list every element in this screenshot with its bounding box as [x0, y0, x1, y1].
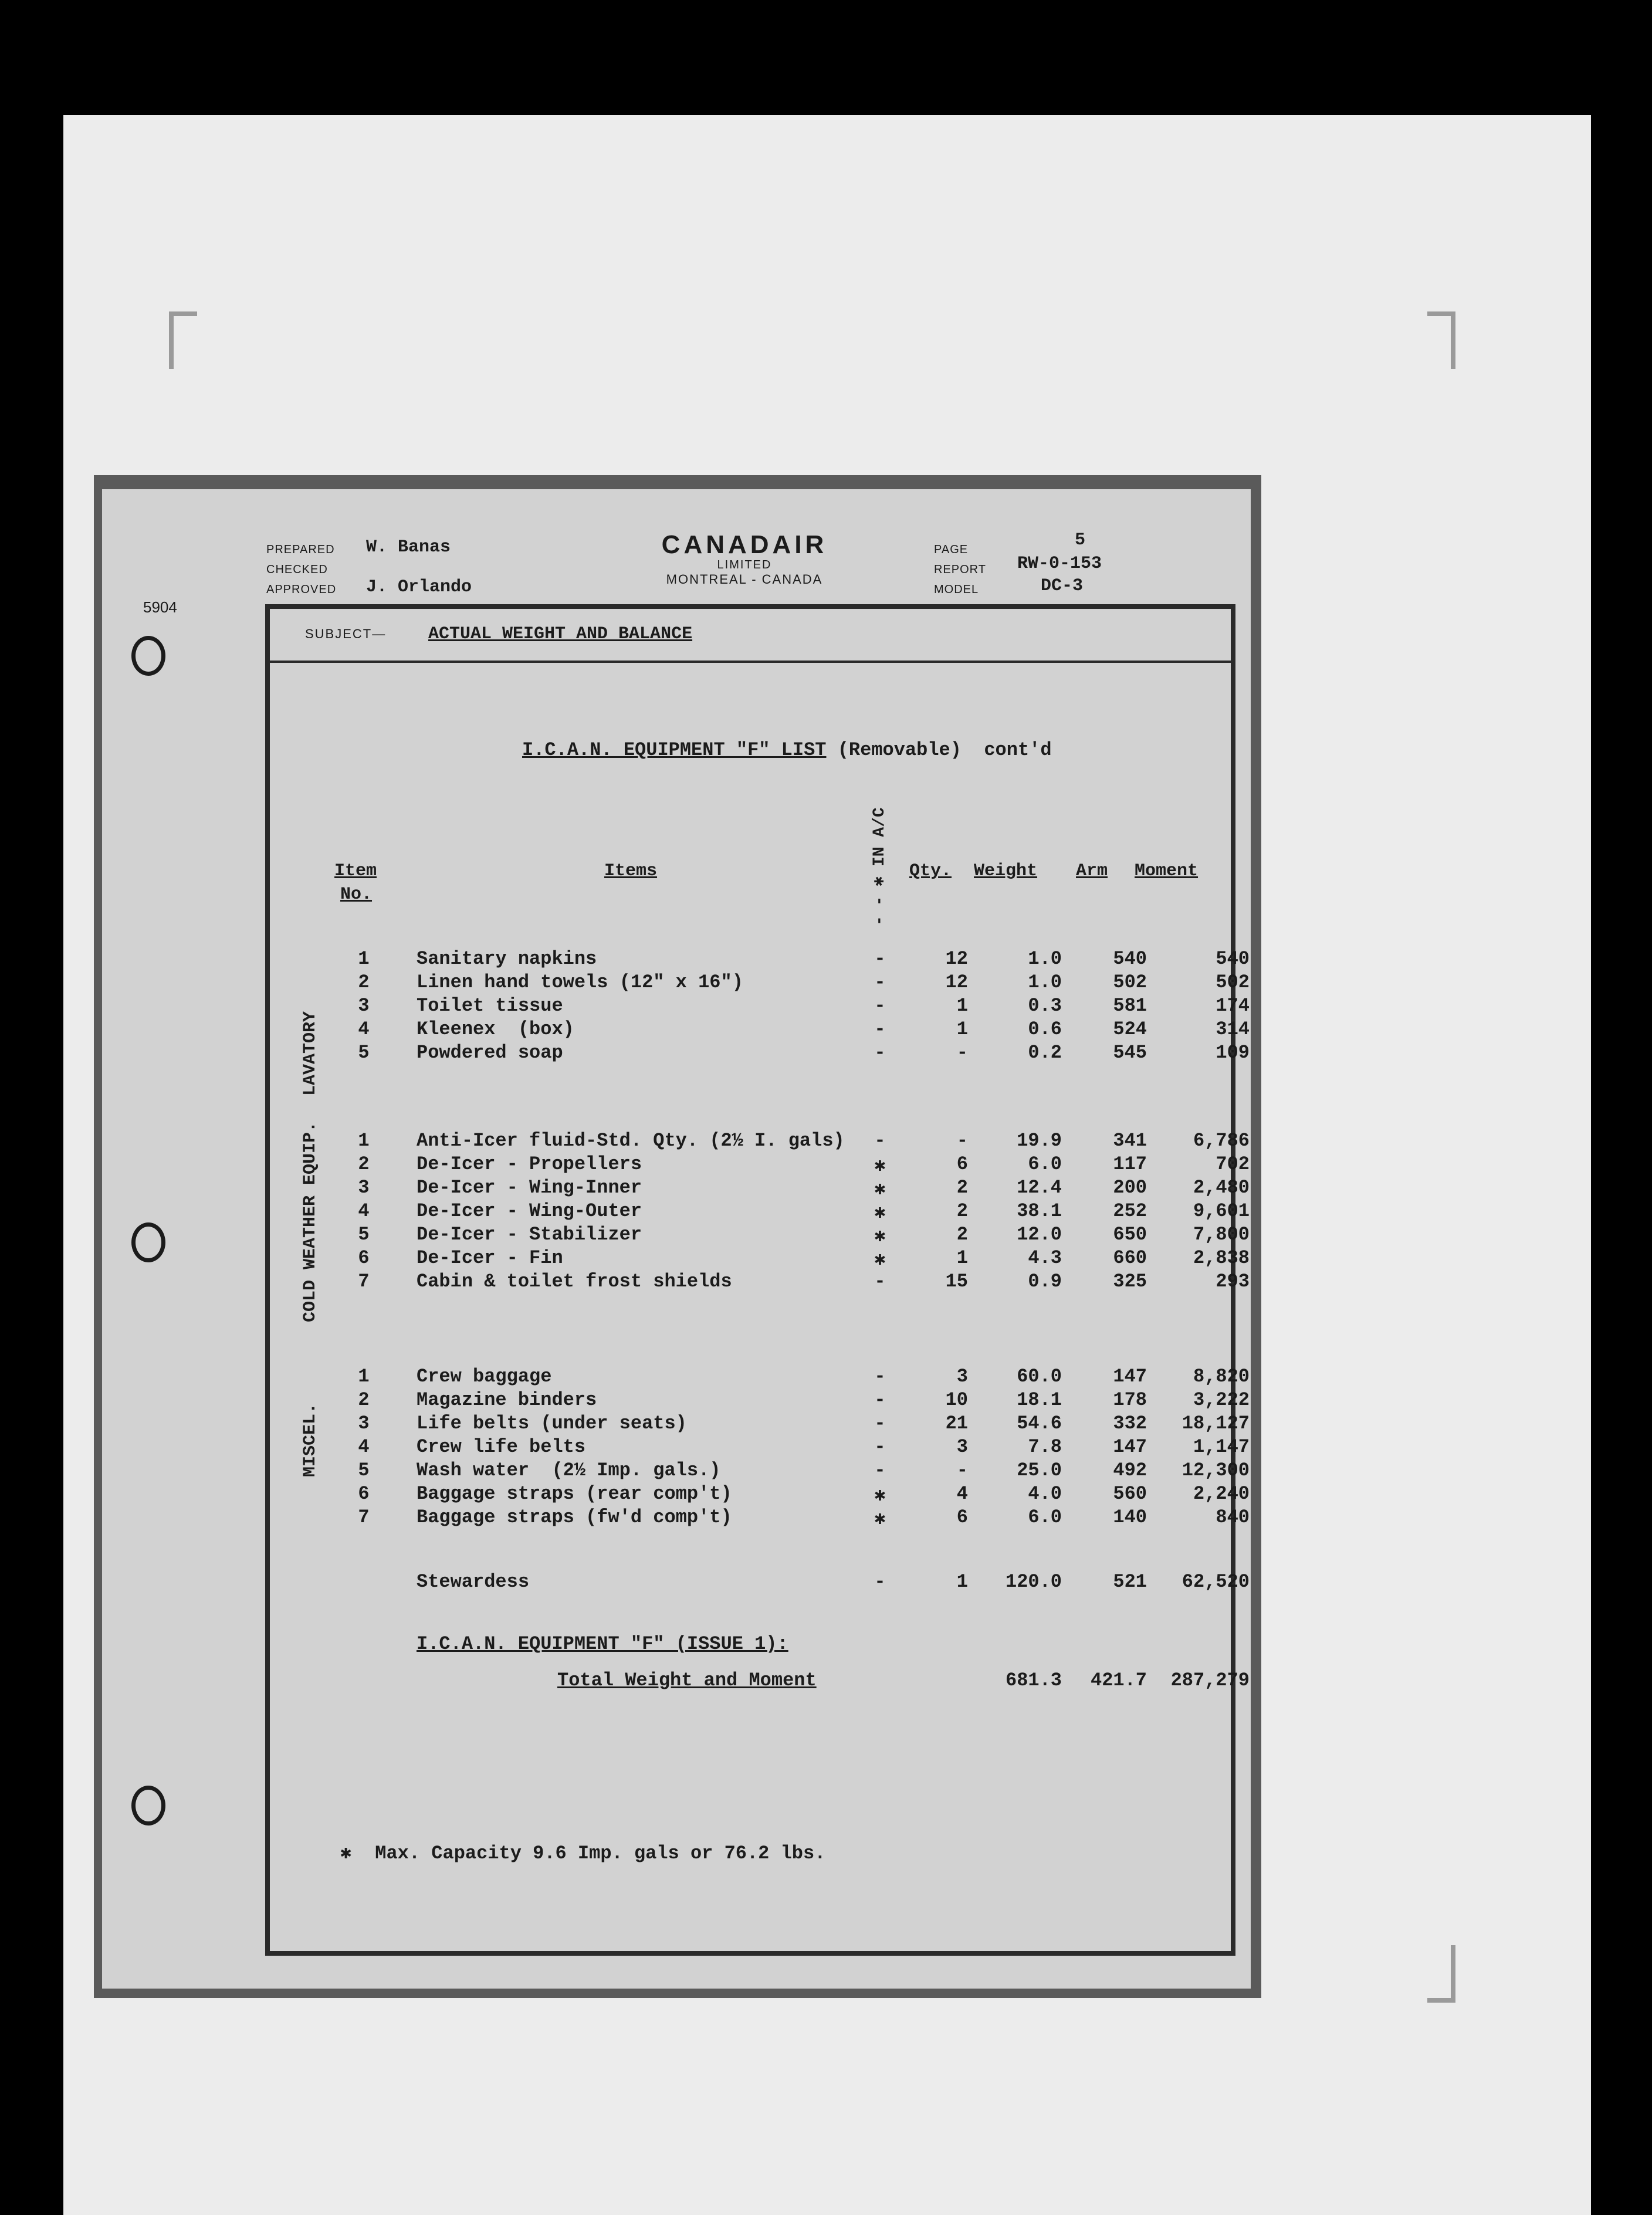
- arm: 502: [1113, 971, 1147, 993]
- in-ac-mark: -: [874, 1130, 886, 1151]
- item-name: Baggage straps (rear comp't): [417, 1483, 732, 1505]
- arm: 545: [1113, 1042, 1147, 1064]
- item-name: Life belts (under seats): [417, 1413, 687, 1434]
- arm: 178: [1113, 1389, 1147, 1411]
- item-name: Linen hand towels (12" x 16"): [417, 971, 743, 993]
- in-ac-mark: ✱: [874, 1202, 886, 1224]
- in-ac-mark: ✱: [874, 1508, 886, 1530]
- report-label: REPORT: [934, 563, 986, 576]
- item-name: De-Icer - Fin: [417, 1247, 563, 1269]
- arm: 341: [1113, 1130, 1147, 1151]
- totals-label: Total Weight and Moment: [557, 1669, 817, 1691]
- model-value: DC-3: [1041, 576, 1084, 596]
- weight: 19.9: [1017, 1130, 1062, 1151]
- moment: 502: [1216, 971, 1250, 993]
- col-in-ac: - - ✱ IN A/C: [871, 807, 889, 926]
- moment: 540: [1216, 948, 1250, 970]
- table-row-stewardess: [270, 1571, 1250, 1594]
- qty: 21: [945, 1413, 968, 1434]
- col-qty: Qty.: [909, 861, 952, 881]
- item-no: 5: [358, 1224, 370, 1245]
- item-no: 7: [358, 1506, 370, 1528]
- prepared-label: PREPARED: [266, 543, 335, 556]
- footnote-text: Max. Capacity 9.6 Imp. gals or 76.2 lbs.: [375, 1843, 826, 1864]
- moment: 293: [1216, 1271, 1250, 1292]
- in-ac-mark: -: [874, 995, 886, 1017]
- item-name: Anti-Icer fluid-Std. Qty. (2½ I. gals): [417, 1130, 845, 1151]
- crop-mark-top-left: [169, 311, 197, 369]
- arm: 117: [1113, 1153, 1147, 1175]
- binder-hole-bottom: [131, 1786, 165, 1825]
- weight: 0.9: [1028, 1271, 1062, 1292]
- col-item-no-line2: No.: [340, 885, 373, 905]
- arm: 252: [1113, 1200, 1147, 1222]
- item-name: Wash water (2½ Imp. gals.): [417, 1459, 721, 1481]
- qty: 3: [956, 1436, 968, 1458]
- moment: 6,786: [1193, 1130, 1250, 1151]
- item-no: 6: [358, 1247, 370, 1269]
- table-row: [270, 1153, 1250, 1177]
- form-frame: [265, 604, 1250, 1956]
- item-name: Magazine binders: [417, 1389, 597, 1411]
- moment: 1,147: [1193, 1436, 1250, 1458]
- item-name: Sanitary napkins: [417, 948, 597, 970]
- item-no: 4: [358, 1018, 370, 1040]
- in-ac-mark: -: [874, 1366, 886, 1387]
- moment: 62,520: [1182, 1571, 1250, 1593]
- arm: 147: [1113, 1366, 1147, 1387]
- in-ac-mark: ✱: [874, 1155, 886, 1177]
- item-no: 3: [358, 1177, 370, 1198]
- table-row: [270, 1042, 1250, 1065]
- weight: 6.0: [1028, 1506, 1062, 1528]
- moment: 3,222: [1193, 1389, 1250, 1411]
- qty: -: [956, 1459, 968, 1481]
- table-row: [270, 1200, 1250, 1224]
- item-no: 1: [358, 1366, 370, 1387]
- item-no: 7: [358, 1271, 370, 1292]
- in-ac-mark: -: [874, 1271, 886, 1292]
- subject-label: SUBJECT—: [305, 626, 387, 641]
- table-row: [270, 1247, 1250, 1271]
- in-ac-mark: -: [874, 948, 886, 970]
- weight: 0.3: [1028, 995, 1062, 1017]
- table-row: [270, 1224, 1250, 1247]
- approved-value: J. Orlando: [366, 577, 472, 597]
- weight: 12.4: [1017, 1177, 1062, 1198]
- table-row: [270, 1436, 1250, 1459]
- qty: 6: [956, 1506, 968, 1528]
- footnote-mark: ✱: [340, 1843, 352, 1864]
- in-ac-mark: ✱: [874, 1249, 886, 1271]
- table-row: [270, 995, 1250, 1018]
- weight: 1.0: [1028, 948, 1062, 970]
- crop-mark-top-right: [1427, 311, 1455, 369]
- weight: 1.0: [1028, 971, 1062, 993]
- table-row: [270, 1389, 1250, 1413]
- item-name: De-Icer - Propellers: [417, 1153, 642, 1175]
- qty: 1: [956, 1571, 968, 1593]
- moment: 840: [1216, 1506, 1250, 1528]
- table-row: [270, 1271, 1250, 1294]
- binder-hole-top: [131, 636, 165, 676]
- table-row: [270, 1177, 1250, 1200]
- table-row: [270, 1130, 1250, 1153]
- qty: 3: [956, 1366, 968, 1387]
- item-name: Crew baggage: [417, 1366, 552, 1387]
- item-name: Toilet tissue: [417, 995, 563, 1017]
- item-no: 1: [358, 948, 370, 970]
- item-no: 5: [358, 1459, 370, 1481]
- arm: 147: [1113, 1436, 1147, 1458]
- group-label-miscel: MISCEL.: [300, 1403, 320, 1477]
- col-moment: Moment: [1135, 861, 1199, 881]
- in-ac-mark: -: [874, 1018, 886, 1040]
- in-ac-mark: -: [874, 1389, 886, 1411]
- col-arm: Arm: [1076, 861, 1108, 881]
- document-page: [102, 489, 1251, 1989]
- checked-label: CHECKED: [266, 563, 328, 576]
- page-label: PAGE: [934, 543, 969, 556]
- col-item-no-line1: Item: [334, 861, 377, 881]
- page-value: 5: [1075, 530, 1086, 550]
- item-no: 1: [358, 1130, 370, 1151]
- arm: 325: [1113, 1271, 1147, 1292]
- arm: 521: [1113, 1571, 1147, 1593]
- arm: 140: [1113, 1506, 1147, 1528]
- moment: 2,480: [1193, 1177, 1250, 1198]
- qty: 12: [945, 948, 968, 970]
- approved-label: APPROVED: [266, 583, 337, 596]
- model-label: MODEL: [934, 583, 979, 596]
- table-row: [270, 1413, 1250, 1436]
- prepared-value: W. Banas: [366, 537, 451, 557]
- weight: 38.1: [1017, 1200, 1062, 1222]
- weight: 0.2: [1028, 1042, 1062, 1064]
- table-row: [270, 1483, 1250, 1506]
- in-ac-mark: -: [874, 1436, 886, 1458]
- crop-mark-bottom-right: [1427, 1945, 1455, 2003]
- weight: 0.6: [1028, 1018, 1062, 1040]
- binder-hole-middle: [131, 1222, 165, 1262]
- weight: 60.0: [1017, 1366, 1062, 1387]
- moment: 174: [1216, 995, 1250, 1017]
- item-no: 3: [358, 1413, 370, 1434]
- weight: 6.0: [1028, 1153, 1062, 1175]
- qty: 1: [956, 1247, 968, 1269]
- arm: 581: [1113, 995, 1147, 1017]
- weight: 54.6: [1017, 1413, 1062, 1434]
- item-name: Kleenex (box): [417, 1018, 574, 1040]
- weight: 7.8: [1028, 1436, 1062, 1458]
- in-ac-mark: -: [874, 1459, 886, 1481]
- in-ac-mark: -: [874, 971, 886, 993]
- qty: 1: [956, 1018, 968, 1040]
- in-ac-mark: ✱: [874, 1485, 886, 1506]
- item-name: Crew life belts: [417, 1436, 586, 1458]
- company-block: [627, 530, 862, 587]
- table-row: [270, 1506, 1250, 1530]
- totals-heading: I.C.A.N. EQUIPMENT "F" (ISSUE 1):: [417, 1633, 788, 1655]
- qty: 12: [945, 971, 968, 993]
- table-row: [270, 1018, 1250, 1042]
- arm: 200: [1113, 1177, 1147, 1198]
- item-no: 4: [358, 1200, 370, 1222]
- arm: 650: [1113, 1224, 1147, 1245]
- total-arm: 421.7: [1090, 1669, 1147, 1691]
- form-number: 5904: [143, 598, 177, 616]
- qty: 6: [956, 1153, 968, 1175]
- qty: 1: [956, 995, 968, 1017]
- item-name: Stewardess: [417, 1571, 530, 1593]
- moment: 18,127: [1182, 1413, 1250, 1434]
- item-name: De-Icer - Wing-Outer: [417, 1200, 642, 1222]
- weight: 18.1: [1017, 1389, 1062, 1411]
- total-weight: 681.3: [1005, 1669, 1062, 1691]
- col-weight: Weight: [974, 861, 1038, 881]
- qty: 4: [956, 1483, 968, 1505]
- weight: 12.0: [1017, 1224, 1062, 1245]
- in-ac-mark: -: [874, 1571, 886, 1593]
- moment: 702: [1216, 1153, 1250, 1175]
- table-row: [270, 948, 1250, 971]
- report-value: RW-0-153: [1017, 554, 1102, 574]
- item-no: 6: [358, 1483, 370, 1505]
- qty: 2: [956, 1224, 968, 1245]
- moment: 12,300: [1182, 1459, 1250, 1481]
- moment: 7,800: [1193, 1224, 1250, 1245]
- total-moment: 287,279: [1170, 1669, 1250, 1691]
- item-no: 2: [358, 1389, 370, 1411]
- item-no: 5: [358, 1042, 370, 1064]
- weight: 4.3: [1028, 1247, 1062, 1269]
- footnote: [340, 1841, 825, 1864]
- item-no: 3: [358, 995, 370, 1017]
- qty: -: [956, 1042, 968, 1064]
- qty: 10: [945, 1389, 968, 1411]
- table-row: [270, 1366, 1250, 1389]
- item-no: 4: [358, 1436, 370, 1458]
- company-sub: LIMITED: [717, 558, 772, 571]
- document-photo: [94, 475, 1261, 1998]
- item-name: Cabin & toilet frost shields: [417, 1271, 732, 1292]
- group-label-cold-weather: COLD WEATHER EQUIP.: [300, 1121, 320, 1322]
- subject-rule: [270, 661, 1232, 663]
- qty: -: [956, 1130, 968, 1151]
- item-no: 2: [358, 971, 370, 993]
- qty: 15: [945, 1271, 968, 1292]
- in-ac-mark: -: [874, 1413, 886, 1434]
- qty: 2: [956, 1200, 968, 1222]
- moment: 314: [1216, 1018, 1250, 1040]
- company-city: MONTREAL - CANADA: [666, 572, 823, 587]
- arm: 332: [1113, 1413, 1147, 1434]
- weight: 4.0: [1028, 1483, 1062, 1505]
- col-items: Items: [604, 861, 658, 881]
- item-name: Powdered soap: [417, 1042, 563, 1064]
- arm: 660: [1113, 1247, 1147, 1269]
- moment: 109: [1216, 1042, 1250, 1064]
- list-title: [522, 739, 1052, 761]
- list-title-main: I.C.A.N. EQUIPMENT "F" LIST: [522, 739, 827, 761]
- arm: 524: [1113, 1018, 1147, 1040]
- moment: 9,601: [1193, 1200, 1250, 1222]
- weight: 25.0: [1017, 1459, 1062, 1481]
- list-title-suffix: (Removable) cont'd: [837, 739, 1052, 761]
- subject-value: ACTUAL WEIGHT AND BALANCE: [428, 624, 693, 644]
- in-ac-mark: ✱: [874, 1178, 886, 1200]
- moment: 2,240: [1193, 1483, 1250, 1505]
- weight: 120.0: [1005, 1571, 1062, 1593]
- item-name: De-Icer - Stabilizer: [417, 1224, 642, 1245]
- table-row: [270, 971, 1250, 995]
- qty: 2: [956, 1177, 968, 1198]
- arm: 492: [1113, 1459, 1147, 1481]
- item-name: De-Icer - Wing-Inner: [417, 1177, 642, 1198]
- in-ac-mark: -: [874, 1042, 886, 1064]
- moment: 2,838: [1193, 1247, 1250, 1269]
- table-row: [270, 1459, 1250, 1483]
- moment: 8,820: [1193, 1366, 1250, 1387]
- arm: 540: [1113, 948, 1147, 970]
- item-no: 2: [358, 1153, 370, 1175]
- group-label-lavatory: LAVATORY: [300, 1011, 320, 1096]
- item-name: Baggage straps (fw'd comp't): [417, 1506, 732, 1528]
- company-name: CANADAIR: [661, 530, 828, 559]
- in-ac-mark: ✱: [874, 1225, 886, 1247]
- arm: 560: [1113, 1483, 1147, 1505]
